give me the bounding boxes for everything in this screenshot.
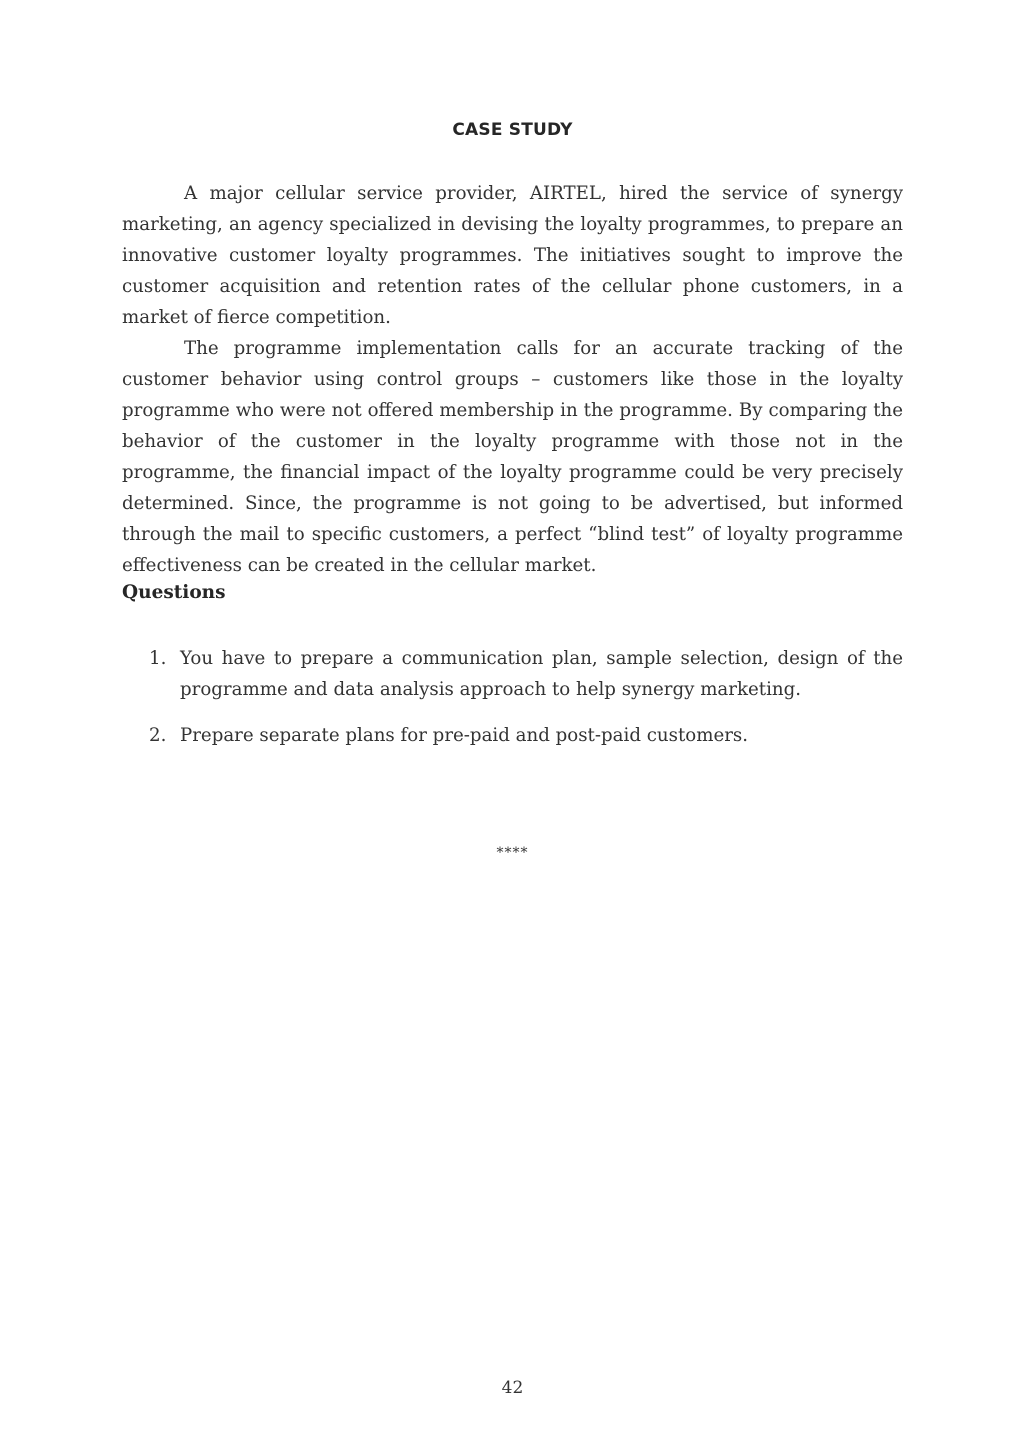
question-text: Prepare separate plans for pre-paid and post-paid customers.: [180, 725, 749, 746]
question-item: [122, 720, 903, 751]
question-number: 2.: [149, 725, 167, 746]
questions-heading: Questions: [122, 582, 226, 603]
case-study-heading: CASE STUDY: [452, 120, 573, 140]
paragraph-implementation: The programme implementation calls for an accurate tracking of the customer behavior using control groups – customers like those in the loyalty programme who were not offered membership in the programme. By comparing the behavior of the customer in the loyalty programme with those not in the programme, the financial impact of the loyalty programme could be very precisely determined. Since, the programme is not going to be advertised, but informed through the mail to specific customers, a perfect “blind test” of loyalty programme effectiveness can be created in the cellular market.: [122, 338, 903, 576]
document-page: [122, 0, 903, 1448]
question-text: You have to prepare a communication plan, sample selection, design of the programme and data analysis approach to help synergy marketing.: [180, 648, 903, 700]
paragraph-intro: A major cellular service provider, AIRTEL, hired the service of synergy marketing, an agency specialized in devising the loyalty programmes, to prepare an innovative customer loyalty programmes. The initiatives sought to improve the customer acquisition and retention rates of the cellular phone customers, in a market of fierce competition.: [122, 183, 903, 328]
question-number: 1.: [149, 648, 167, 669]
question-item: [122, 643, 903, 705]
questions-list: [122, 643, 903, 766]
section-separator: ****: [496, 845, 529, 861]
page-number: 42: [501, 1378, 524, 1398]
